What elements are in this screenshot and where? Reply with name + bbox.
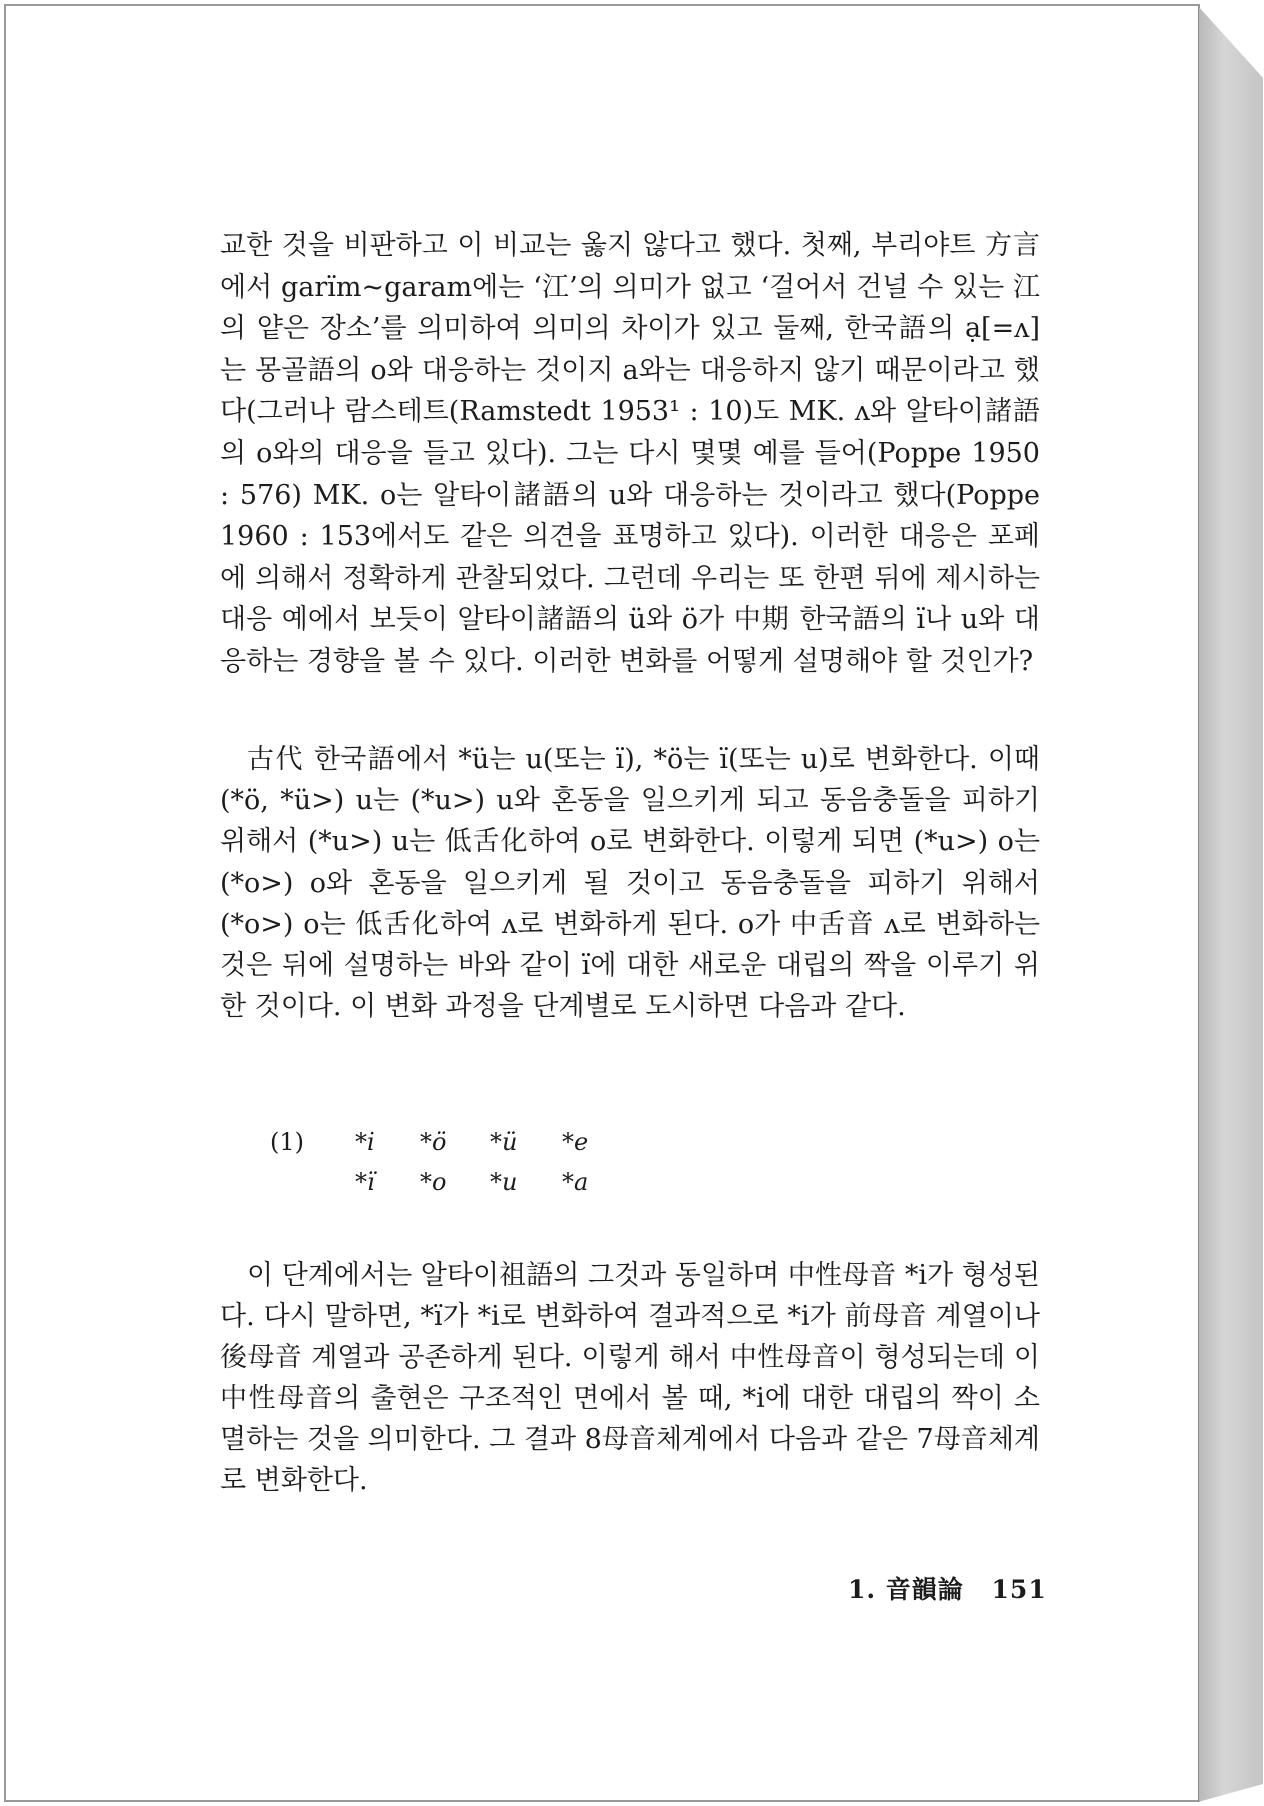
- example-cell: *ü: [490, 1128, 518, 1156]
- page-number: 151: [991, 1575, 1047, 1604]
- paragraph-2-block: [220, 739, 1040, 1027]
- example-cell: *a: [562, 1168, 589, 1196]
- example-number: (1): [270, 1128, 304, 1156]
- paragraph-1: 교한 것을 비판하고 이 비교는 옳지 않다고 했다. 첫째, 부리야트 方言에서 garïm~garam에는 ‘江’의 의미가 없고 ‘걸어서 건널 수 있는 江의 얕은 장소’를 의미하여 의미의 차이가 있고 둘째, 한국語의 ạ[=ʌ]는 몽골語의 o와 대응하는 것이지 a와는 대응하지 않기 때문이라고 했다(그러나 람스테트(Ramstedt 1953¹ : 10)도 MK. ʌ와 알타이諸語의 o와의 대응을 들고 있다). 그는 다시 몇몇 예를 들어(Poppe 1950 : 576) MK. o는 알타이諸語의 u와 대응하는 것이라고 했다(Poppe 1960 : 153에서도 같은 의견을 표명하고 있다). 이러한 대응은 포페에 의해서 정확하게 관찰되었다. 그런데 우리는 또 한편 뒤에 제시하는 대응 예에서 보듯이 알타이諸語의 ü와 ö가 中期 한국語의 ï나 u와 대응하는 경향을 볼 수 있다. 이러한 변화를 어떻게 설명해야 할 것인가?: [220, 230, 1040, 677]
- page-footer: [848, 1570, 1047, 1606]
- example-cell: *o: [420, 1168, 447, 1196]
- example-cell: *ï: [355, 1168, 375, 1196]
- paragraph-3: 이 단계에서는 알타이祖語의 그것과 동일하며 中性母音 *i가 형성된다. 다시 말하면, *ï가 *i로 변화하여 결과적으로 *i가 前母音 계열이나 後母音 계열과 공존하게 된다. 이렇게 해서 中性母音이 형성되는데 이 中性母音의 출현은 구조적인 면에서 볼 때, *i에 대한 대립의 짝이 소멸하는 것을 의미한다. 그 결과 8母音체계에서 다음과 같은 7母音체계로 변화한다.: [220, 1260, 1040, 1496]
- paragraph-3-block: [220, 1255, 1040, 1501]
- paragraph-1-block: [220, 225, 1040, 683]
- running-head: 1. 音韻論: [848, 1575, 964, 1604]
- example-cell: *e: [562, 1128, 589, 1156]
- example-cell: *i: [355, 1128, 375, 1156]
- paragraph-2: 古代 한국語에서 *ü는 u(또는 ï), *ö는 ï(또는 u)로 변화한다. 이때 (*ö, *ü>) u는 (*u>) u와 혼동을 일으키게 되고 동음충돌을 피하기 위해서 (*u>) u는 低舌化하여 o로 변화한다. 이렇게 되면 (*u>) o는 (*o>) o와 혼동을 일으키게 될 것이고 동음충돌을 피하기 위해서 (*o>) o는 低舌化하여 ʌ로 변화하게 된다. o가 中舌音 ʌ로 변화하는 것은 뒤에 설명하는 바와 같이 ï에 대한 새로운 대립의 짝을 이루기 위한 것이다. 이 변화 과정을 단계별로 도시하면 다음과 같다.: [220, 744, 1040, 1023]
- page-edge: [1198, 6, 1263, 1802]
- example-cell: *u: [490, 1168, 518, 1196]
- example-cell: *ö: [420, 1128, 447, 1156]
